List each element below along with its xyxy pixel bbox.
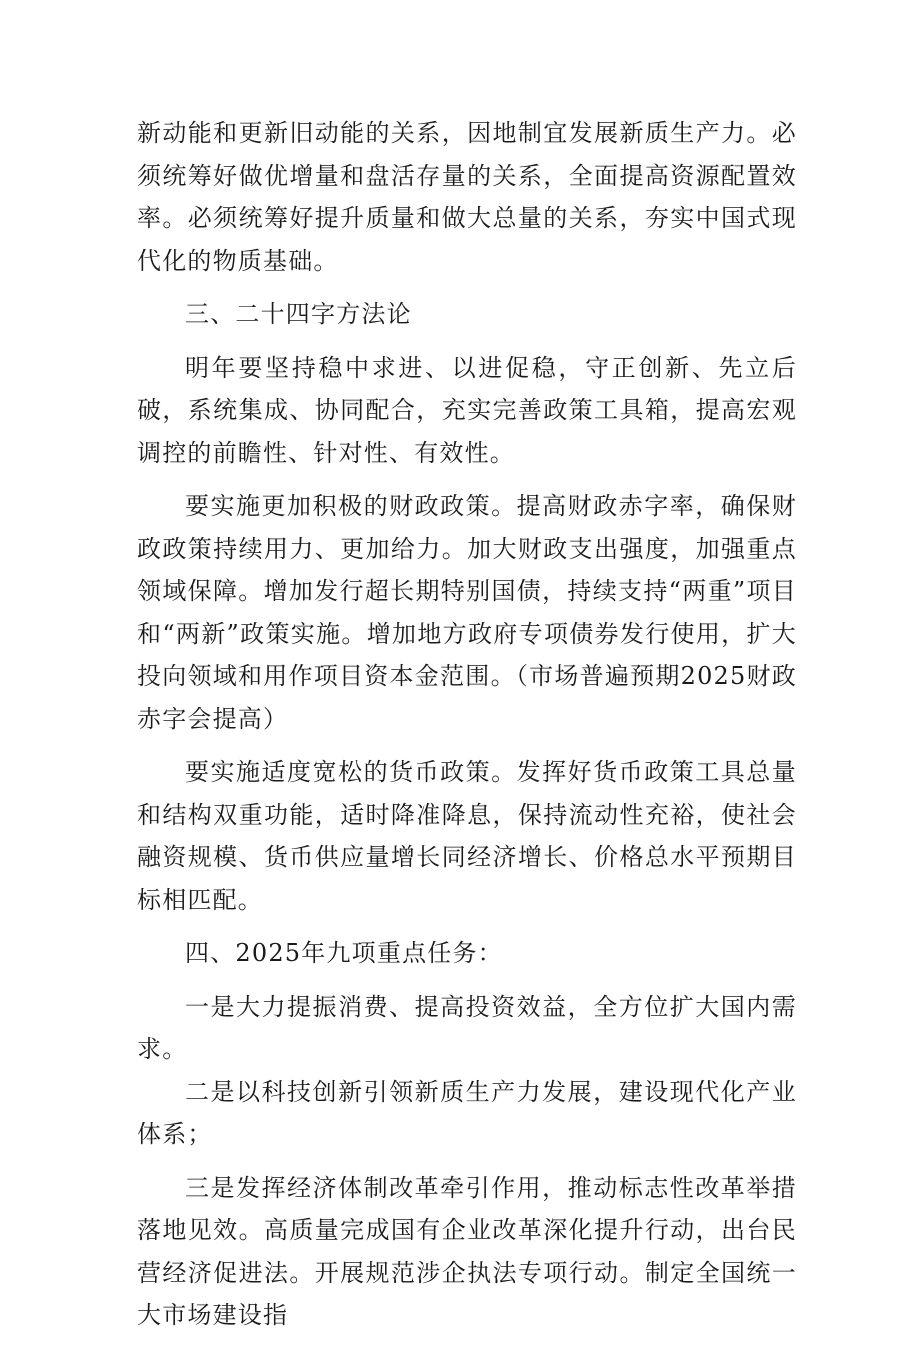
section-heading-4: 四、2025年九项重点任务： xyxy=(185,939,503,967)
paragraph-methodology: 明年要坚持稳中求进、以进促稳，守正创新、先立后破，系统集成、协同配合，充实完善政策工具箱，提高宏观调控的前瞻性、针对性、有效性。 xyxy=(137,353,797,467)
paragraph-fiscal-policy: 要实施更加积极的财政政策。提高财政赤字率，确保财政政策持续用力、更加给力。加大财政支出强度，加强重点领域保障。增加发行超长期特别国债，持续支持“两重”项目和“两新”政策实施。增加地方政府专项债券发行使用，扩大投向领域和用作项目资本金范围。（市场普遍预期2025财政赤字会提高） xyxy=(137,492,797,733)
paragraph-continuation: 新动能和更新旧动能的关系，因地制宜发展新质生产力。必须统筹好做优增量和盘活存量的关系，全面提高资源配置效率。必须统筹好提升质量和做大总量的关系，夯实中国式现代化的物质基础。 xyxy=(137,119,797,275)
task-item-2: 二是以科技创新引领新质生产力发展，建设现代化产业体系； xyxy=(137,1077,797,1148)
document-body xyxy=(137,112,797,1348)
section-heading-3: 三、二十四字方法论 xyxy=(185,300,412,328)
paragraph-monetary-policy: 要实施适度宽松的货币政策。发挥好货币政策工具总量和结构双重功能，适时降准降息，保持流动性充裕，使社会融资规模、货币供应量增长同经济增长、价格总水平预期目标相匹配。 xyxy=(137,758,797,914)
task-item-1: 一是大力提振消费、提高投资效益，全方位扩大国内需求。 xyxy=(137,992,797,1063)
task-item-3: 三是发挥经济体制改革牵引作用，推动标志性改革举措落地见效。高质量完成国有企业改革深化提升行动，出台民营经济促进法。开展规范涉企执法专项行动。制定全国统一大市场建设指 xyxy=(137,1173,797,1329)
